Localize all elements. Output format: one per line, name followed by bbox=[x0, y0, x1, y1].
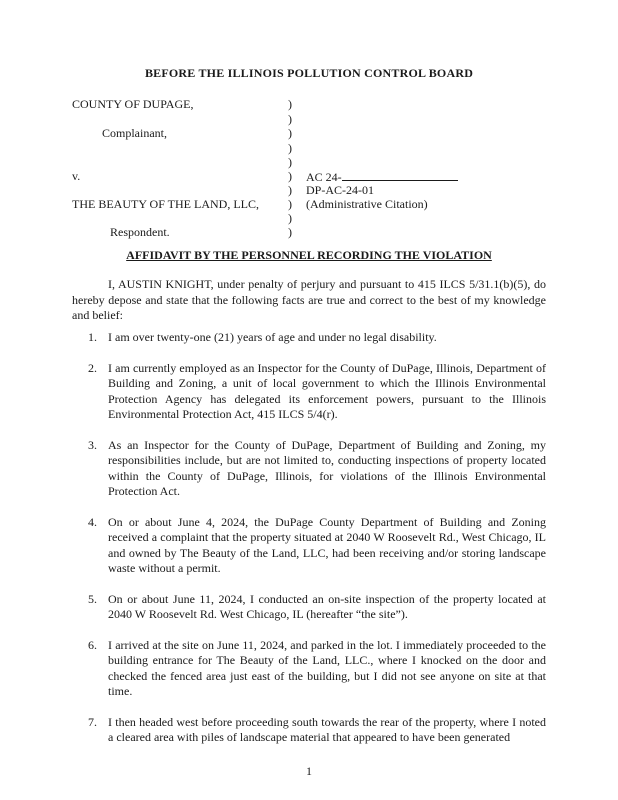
list-item bbox=[72, 715, 546, 746]
list-item bbox=[72, 438, 546, 500]
caption-paren: ) bbox=[288, 169, 292, 183]
respondent-name: THE BEAUTY OF THE LAND, LLC, bbox=[72, 197, 259, 211]
item-text: I arrived at the site on June 11, 2024, and parked in the lot. I immediately proceeded to the building entrance for The Beauty of the Land, LLC., where I knocked on the door and checked the fenced area just east of the building, but I did not see anyone on site at that time. bbox=[108, 637, 546, 698]
caption-paren: ) bbox=[288, 197, 292, 211]
caption-row bbox=[72, 97, 292, 112]
item-number: 5. bbox=[88, 591, 97, 606]
caption-row bbox=[72, 141, 312, 156]
caption-row bbox=[72, 197, 552, 212]
item-number: 1. bbox=[88, 330, 97, 344]
affidavit-title: AFFIDAVIT BY THE PERSONNEL RECORDING THE VIOLATION bbox=[126, 248, 492, 262]
caption-paren: ) bbox=[288, 183, 292, 197]
item-text: I am over twenty-one (21) years of age and under no legal disability. bbox=[108, 330, 437, 344]
docket-number: DP-AC-24-01 bbox=[306, 183, 374, 197]
page-number: 1 bbox=[306, 764, 312, 778]
item-number: 2. bbox=[88, 360, 97, 375]
caption-row bbox=[72, 112, 312, 127]
caption-paren: ) bbox=[288, 97, 292, 111]
list-item bbox=[72, 515, 546, 577]
list-item bbox=[72, 638, 546, 700]
item-number: 6. bbox=[88, 637, 97, 652]
list-item bbox=[72, 361, 546, 423]
intro-paragraph: I, AUSTIN KNIGHT, under penalty of perjury and pursuant to 415 ILCS 5/31.1(b)(5), do hereby depose and state that the following facts are true and correct to the best of my knowledge and belief: bbox=[72, 277, 546, 322]
citation-type: (Administrative Citation) bbox=[306, 197, 428, 211]
caption-row bbox=[72, 225, 312, 240]
caption-row bbox=[72, 155, 312, 170]
case-number-text: AC 24- bbox=[306, 170, 342, 184]
caption-paren: ) bbox=[288, 126, 292, 140]
item-text: I am currently employed as an Inspector for the County of DuPage, Illinois, Department of Building and Zoning, a unit of local government to which the Illinois Environmental Protection Agency has delegated its enforcement powers, pursuant to the Illinois Environmental Protection Act, 415 ILCS 5/4(r). bbox=[108, 360, 546, 421]
board-title: BEFORE THE ILLINOIS POLLUTION CONTROL BOARD bbox=[144, 66, 474, 80]
item-number: 4. bbox=[88, 514, 97, 529]
versus: v. bbox=[72, 169, 81, 183]
complainant-label: Complainant, bbox=[102, 126, 167, 140]
complainant-name: COUNTY OF DUPAGE, bbox=[72, 97, 194, 111]
numbered-paragraphs bbox=[72, 330, 546, 761]
respondent-label: Respondent. bbox=[110, 225, 170, 239]
caption-row bbox=[72, 126, 312, 141]
caption-paren: ) bbox=[288, 141, 292, 155]
caption-row bbox=[72, 183, 552, 198]
item-text: On or about June 4, 2024, the DuPage County Department of Building and Zoning received a complaint that the property situated at 2040 W Roosevelt Rd., West Chicago, IL and owned by The Beauty of the Land, LLC, had been receiving and/or storing landscape waste without a permit. bbox=[108, 514, 546, 575]
item-text: As an Inspector for the County of DuPage, Department of Building and Zoning, my responsibilities include, but are not limited to, conducting inspections of property located within the County of DuPage, Illinois, for violations of the Illinois Environmental Protection Act. bbox=[108, 437, 546, 498]
list-item bbox=[72, 592, 546, 623]
item-text: I then headed west before proceeding south towards the rear of the property, where I noted a cleared area with piles of landscape material that appeared to have been generated bbox=[108, 714, 546, 744]
caption-paren: ) bbox=[288, 211, 292, 225]
case-caption bbox=[72, 97, 552, 242]
list-item bbox=[72, 330, 546, 346]
caption-row bbox=[72, 211, 312, 226]
item-text: On or about June 11, 2024, I conducted an on-site inspection of the property located at 2040 W Roosevelt Rd. West Chicago, IL (hereafter “the site”). bbox=[108, 591, 546, 621]
caption-paren: ) bbox=[288, 112, 292, 126]
item-number: 3. bbox=[88, 437, 97, 452]
case-number-blank bbox=[342, 169, 458, 181]
caption-paren: ) bbox=[288, 155, 292, 169]
item-number: 7. bbox=[88, 714, 97, 729]
caption-row bbox=[72, 169, 552, 184]
caption-paren: ) bbox=[288, 225, 292, 239]
